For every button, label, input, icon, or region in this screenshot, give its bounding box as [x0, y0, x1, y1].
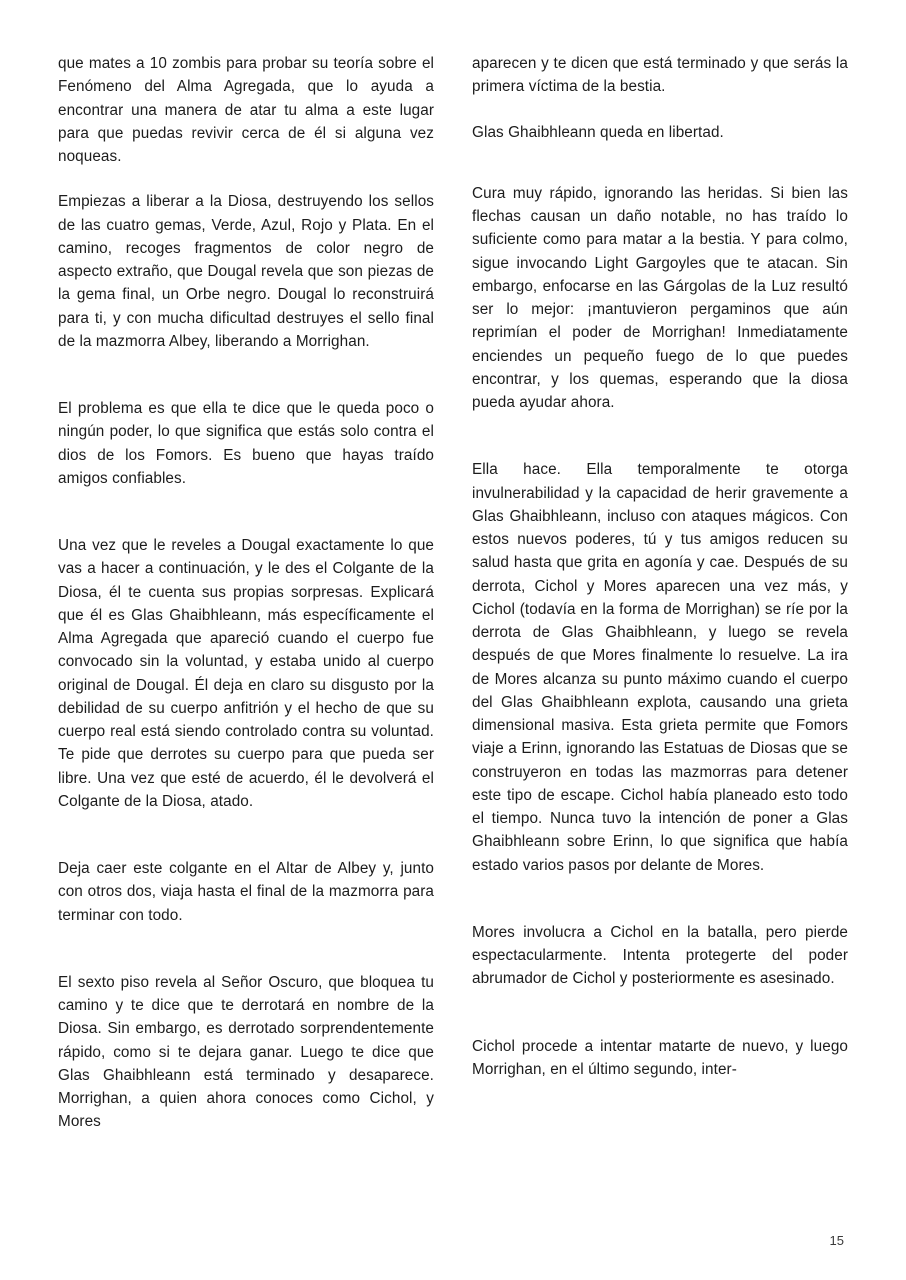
paragraph: Una vez que le reveles a Dougal exactamente lo que vas a hacer a continuación, y le des el Colgante de la Diosa, él te cuenta sus propias sorpresas. Explicará que él es Glas Ghaibhleann, más específicamente el Alma Agregada que apareció cuando el cuerpo fue convocado sin la voluntad, y estaba unido al cuerpo original de Dougal. Él deja en claro su disgusto por la debilidad de su cuerpo anfitrión y el hecho de que su cuerpo real está siendo controlado contra su voluntad. Te pide que derrotes su cuerpo para que pueda ser libre. Una vez que esté de acuerdo, él le devolverá el Colgante de la Diosa, atado.	[58, 537, 434, 810]
paragraph: Empiezas a liberar a la Diosa, destruyendo los sellos de las cuatro gemas, Verde, Azul, Rojo y Plata. En el camino, recoges fragmentos de color negro de aspecto extraño, que Dougal revela que son piezas de la gema final, un Orbe negro. Dougal lo reconstruirá para ti, y con mucha dificultad destruyes el sello final de la mazmorra Albey, liberando a Morrighan.	[58, 193, 434, 350]
two-column-body	[58, 52, 848, 1134]
paragraph: Ella hace. Ella temporalmente te otorga invulnerabilidad y la capacidad de herir gravemente a Glas Ghaibhleann, incluso con ataques mágicos. Con estos nuevos poderes, tú y tus amigos reducen su salud hasta que grita en agonía y cae. Después de su derrota, Cichol y Mores aparecen una vez más, y Cichol (todavía en la forma de Morrighan) se ríe por la derrota de Glas Ghaibhleann, y luego se revela después de que Mores finalmente lo resuelve. La ira de Mores alcanza su punto máximo cuando el cuerpo del Glas Ghaibhleann explota, causando una grieta dimensional masiva. Esta grieta permite que Fomors viaje a Erinn, ignorando las Estatuas de Diosas que se construyeron en todas las mazmorras para detener este tipo de escape. Cichol había planeado esto todo el tiempo. Nunca tuvo la intención de poner a Glas Ghaibhleann sobre Erinn, lo que significa que había estado varios pasos por delante de Mores.	[472, 461, 848, 874]
right-column	[472, 52, 848, 1081]
paragraph: Deja caer este colgante en el Altar de Albey y, junto con otros dos, viaja hasta el final de la mazmorra para terminar con todo.	[58, 860, 434, 924]
paragraph: El sexto piso revela al Señor Oscuro, que bloquea tu camino y te dice que te derrotará en nombre de la Diosa. Sin embargo, es derrotado sorprendentemente rápido, como si te dejara ganar. Luego te dice que Glas Ghaibhleann está terminado y desaparece. Morrighan, a quien ahora conoces como Cichol, y Mores	[58, 973, 434, 1131]
paragraph: que mates a 10 zombis para probar su teoría sobre el Fenómeno del Alma Agregada, que lo ayuda a encontrar una manera de atar tu alma a este lugar para que puedas revivir cerca de él si alguna vez noqueas.	[58, 55, 434, 165]
page-number: 15	[829, 1233, 844, 1248]
paragraph: El problema es que ella te dice que le queda poco o ningún poder, lo que significa que estás solo contra el dios de los Fomors. Es bueno que hayas traído amigos confiables.	[58, 400, 434, 487]
paragraph: Cichol procede a intentar matarte de nuevo, y luego Morrighan, en el último segundo, inter-	[472, 1037, 848, 1078]
paragraph: aparecen y te dicen que está terminado y que serás la primera víctima de la bestia.	[472, 55, 848, 96]
left-column	[58, 52, 434, 1134]
paragraph: Glas Ghaibhleann queda en libertad.	[472, 123, 724, 141]
paragraph: Mores involucra a Cichol en la batalla, pero pierde espectacularmente. Intenta protegerte del poder abrumador de Cichol y posteriormente es asesinado.	[472, 923, 848, 988]
paragraph: Cura muy rápido, ignorando las heridas. Si bien las flechas causan un daño notable, no has traído lo suficiente como para matar a la bestia. Y para colmo, sigue invocando Light Gargoyles que te atacan. Sin embargo, enfocarse en las Gárgolas de la Luz resultó ser lo mejor: ¡mantuvieron pergaminos que aún reprimían el poder de Morrighan! Inmediatamente enciendes un pequeño fuego de lo que puedes encontrar, y los quemas, esperando que la diosa pueda ayudar ahora.	[472, 184, 848, 411]
